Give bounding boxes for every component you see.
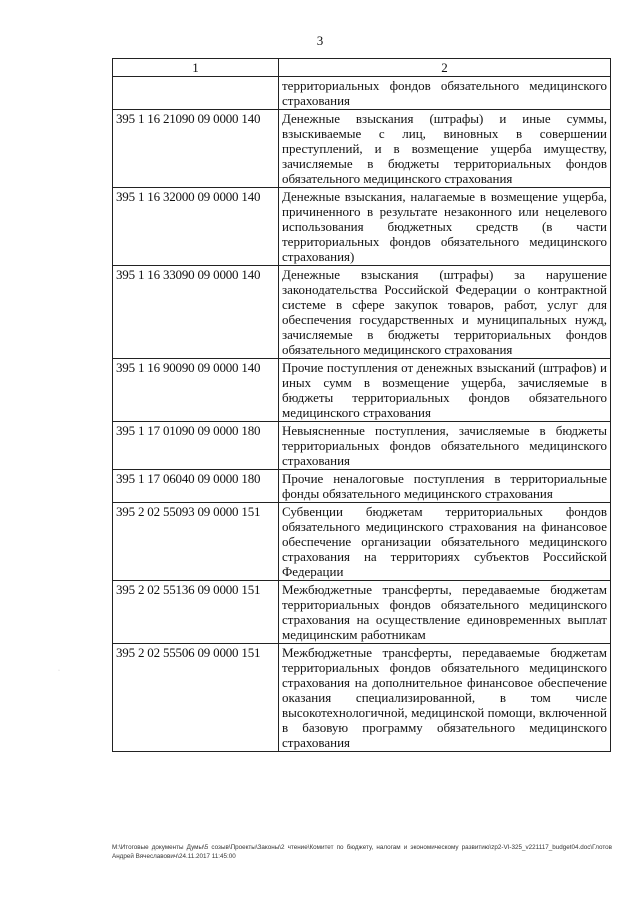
table-row xyxy=(113,470,611,503)
table-row xyxy=(113,77,611,110)
row-code: 395 2 02 55506 09 0000 151 xyxy=(113,644,279,752)
row-code: 395 1 16 21090 09 0000 140 xyxy=(113,110,279,188)
page-number: 3 xyxy=(316,33,324,48)
row-description: Денежные взыскания (штрафы) и иные суммы, взыскиваемые с лиц, виновных в совершении преступлений, и в возмещение ущерба имуществу, зачисляемые в бюджеты территориальных фондов обязательного медицинского страхования xyxy=(279,110,611,188)
table-row xyxy=(113,266,611,359)
table-row xyxy=(113,581,611,644)
table-row xyxy=(113,422,611,470)
table-row xyxy=(113,359,611,422)
row-description: Межбюджетные трансферты, передаваемые бюджетам территориальных фондов обязательного медицинского страхования на осуществление единовременных выплат медицинским работникам xyxy=(279,581,611,644)
row-description: Денежные взыскания (штрафы) за нарушение законодательства Российской Федерации о контрактной системе в сфере закупок товаров, работ, услуг для обеспечения государственных и муниципальных нужд, зачисляемые в бюджеты территориальных фондов обязательного медицинского страхования xyxy=(279,266,611,359)
row-description: Невыясненные поступления, зачисляемые в бюджеты территориальных фондов обязательного медицинского страхования xyxy=(279,422,611,470)
document-path-footer: M:\Итоговые документы Думы\5 созыв\Проекты\Законы\2 чтение\Комитет по бюджету, налогам и экономическому развитию\zp2-VI-325_v221117_budget04.doc\Глотов Андрей Вячеславович\24.11.2017 11:45:00 xyxy=(112,844,612,860)
column-header-code: 1 xyxy=(113,59,279,77)
row-code: 395 1 17 06040 09 0000 180 xyxy=(113,470,279,503)
row-code: 395 1 16 32000 09 0000 140 xyxy=(113,188,279,266)
margin-mark: · xyxy=(58,668,60,674)
row-code xyxy=(113,77,279,110)
row-description: Денежные взыскания, налагаемые в возмещение ущерба, причиненного в результате незаконного или нецелевого использования бюджетных средств (в части территориальных фондов обязательного медицинского страхования) xyxy=(279,188,611,266)
row-code: 395 1 17 01090 09 0000 180 xyxy=(113,422,279,470)
revenue-codes-table xyxy=(112,58,611,752)
row-description: Межбюджетные трансферты, передаваемые бюджетам территориальных фондов обязательного медицинского страхования на дополнительное финансовое обеспечение оказания специализированной, в том числе высокотехнологичной, медицинской помощи, включенной в базовую программу обязательного медицинского страхования xyxy=(279,644,611,752)
row-description: Прочие неналоговые поступления в территориальные фонды обязательного медицинского страхования xyxy=(279,470,611,503)
row-code: 395 2 02 55093 09 0000 151 xyxy=(113,503,279,581)
column-header-description: 2 xyxy=(279,59,611,77)
row-description: территориальных фондов обязательного медицинского страхования xyxy=(279,77,611,110)
row-description: Субвенции бюджетам территориальных фондов обязательного медицинского страхования на финансовое обеспечение организации обязательного медицинского страхования на территориях субъектов Российской Федерации xyxy=(279,503,611,581)
row-code: 395 1 16 33090 09 0000 140 xyxy=(113,266,279,359)
table-header-row xyxy=(113,59,611,77)
table-row xyxy=(113,110,611,188)
row-description: Прочие поступления от денежных взысканий (штрафов) и иных сумм в возмещение ущерба, зачисляемые в бюджеты территориальных фондов обязательного медицинского страхования xyxy=(279,359,611,422)
row-code: 395 2 02 55136 09 0000 151 xyxy=(113,581,279,644)
table-row xyxy=(113,644,611,752)
table-row xyxy=(113,503,611,581)
table-row xyxy=(113,188,611,266)
row-code: 395 1 16 90090 09 0000 140 xyxy=(113,359,279,422)
